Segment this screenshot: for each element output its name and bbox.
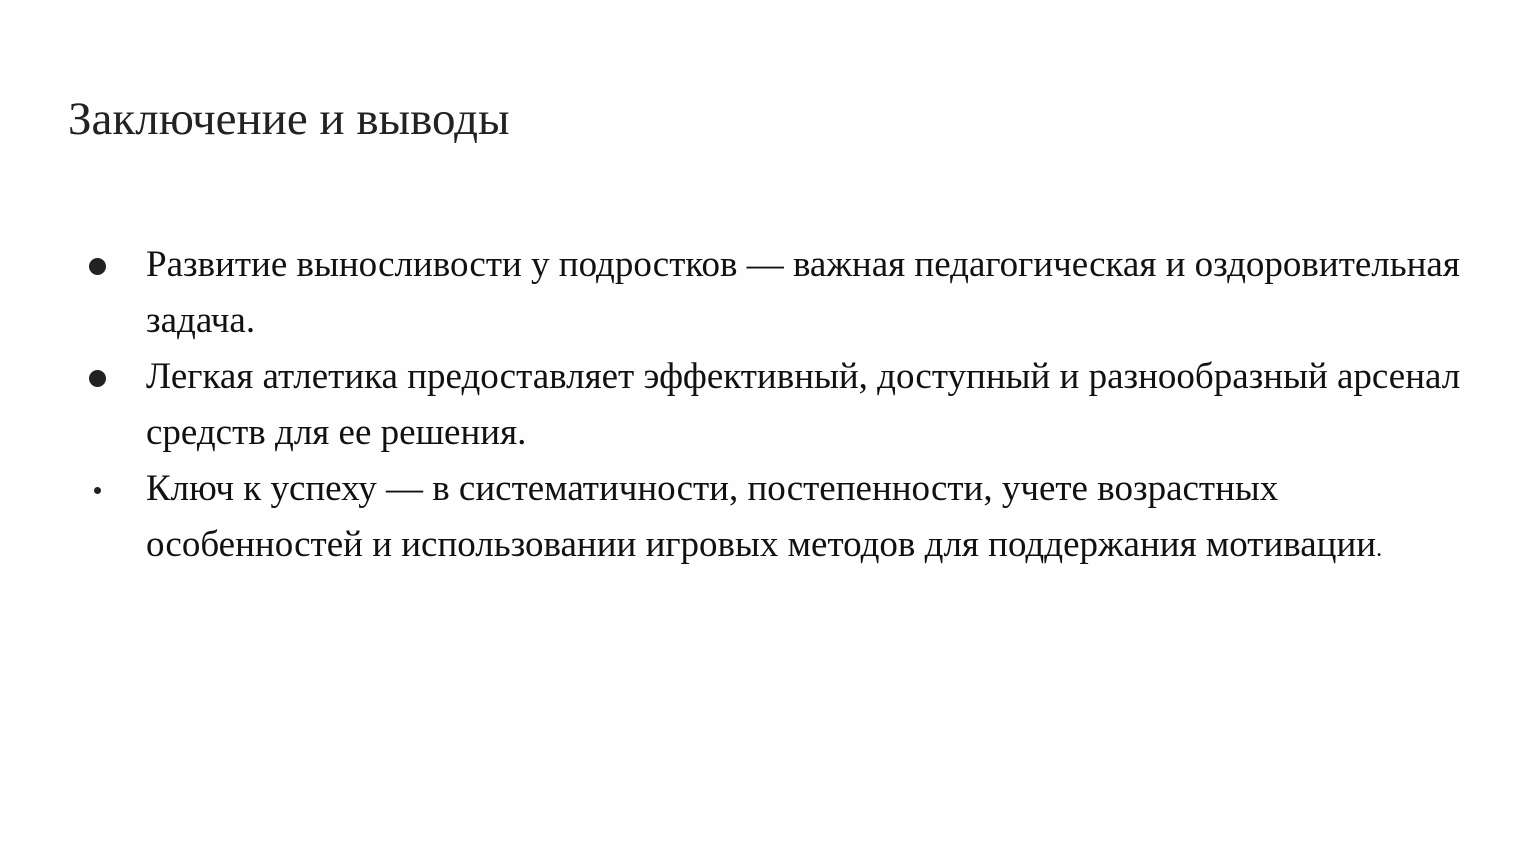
bullet-text: Развитие выносливости у подростков — важная педагогическая и оздоровительная задача. bbox=[146, 244, 1460, 341]
bullet-dot-icon bbox=[89, 370, 106, 387]
slide-title: Заключение и выводы bbox=[68, 93, 510, 145]
bullet-item bbox=[0, 349, 1476, 461]
bullet-trailing-period: . bbox=[1376, 536, 1383, 562]
bullet-text: Легкая атлетика предоставляет эффективный, доступный и разнообразный арсенал средств для ее решения. bbox=[146, 356, 1461, 453]
bullet-dot-icon bbox=[89, 258, 106, 275]
bullet-item bbox=[0, 237, 1476, 349]
bullet-dot-icon bbox=[94, 487, 101, 494]
bullet-list bbox=[0, 237, 1540, 577]
bullet-item bbox=[0, 461, 1476, 577]
bullet-text: Ключ к успеху — в систематичности, постепенности, учете возрастных особенностей и использовании игровых методов для поддержания мотивации bbox=[146, 468, 1377, 565]
